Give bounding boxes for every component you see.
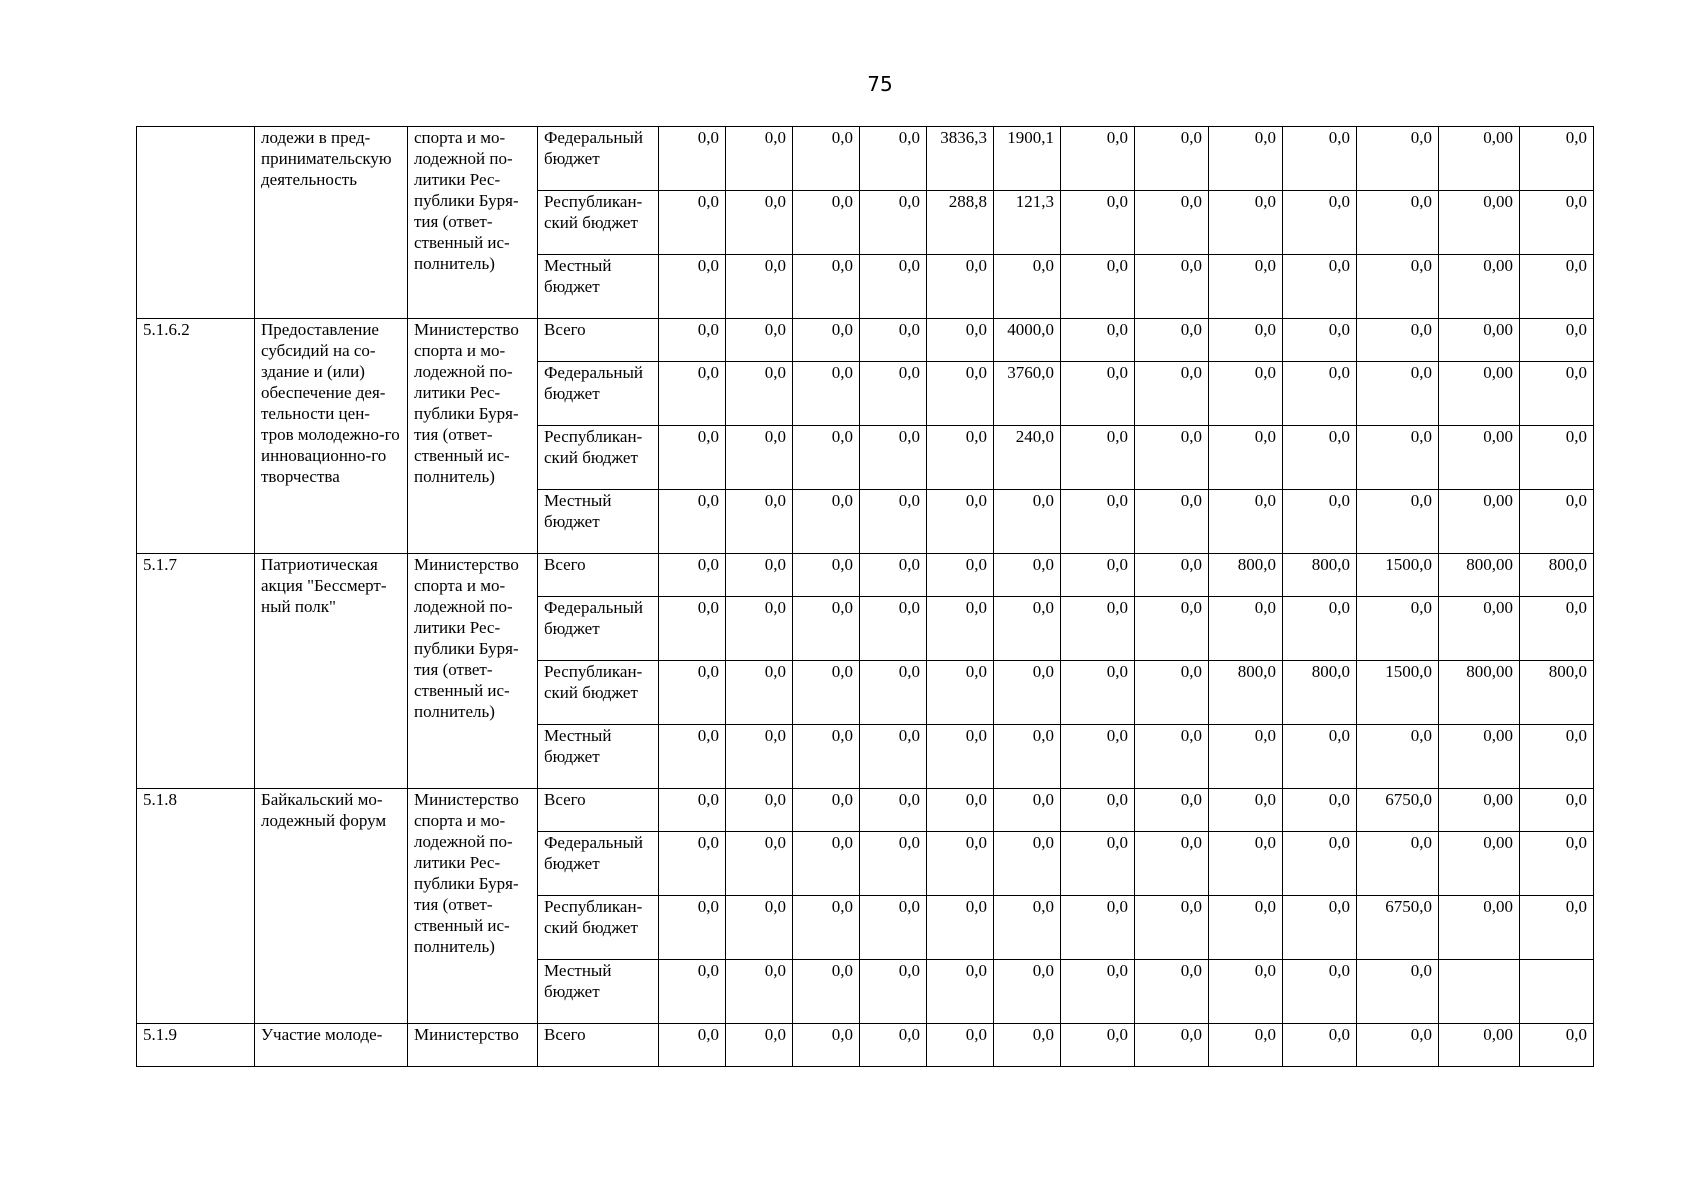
- budget-value: 0,0: [927, 789, 994, 832]
- item-code: [137, 127, 255, 319]
- budget-value: 4000,0: [994, 319, 1061, 362]
- item-name: Предоставление субсидий на со-здание и (или) обеспечение дея-тельности цен-тров молодежно-го инновационно-го творчества: [255, 319, 408, 554]
- budget-value: 0,0: [1357, 725, 1439, 789]
- funding-source: Всего: [538, 319, 659, 362]
- funding-source: Местный бюджет: [538, 960, 659, 1024]
- budget-value: 0,0: [1135, 896, 1209, 960]
- budget-value: 0,0: [1135, 960, 1209, 1024]
- budget-value: 0,00: [1439, 490, 1520, 554]
- budget-value: 0,0: [1135, 426, 1209, 490]
- budget-value: 0,00: [1439, 255, 1520, 319]
- budget-value: 0,0: [726, 191, 793, 255]
- budget-value: 0,0: [1520, 362, 1594, 426]
- budget-value: 800,00: [1439, 661, 1520, 725]
- budget-value: 0,0: [726, 490, 793, 554]
- budget-value: 0,0: [994, 661, 1061, 725]
- funding-source: Федеральный бюджет: [538, 597, 659, 661]
- budget-value: 0,00: [1439, 362, 1520, 426]
- budget-value: 0,0: [1209, 789, 1283, 832]
- budget-value: 0,0: [927, 319, 994, 362]
- funding-source: Республикан-ский бюджет: [538, 191, 659, 255]
- budget-value: 0,0: [1061, 789, 1135, 832]
- funding-source: Местный бюджет: [538, 255, 659, 319]
- budget-value: 0,0: [1061, 896, 1135, 960]
- budget-value: 0,0: [1061, 319, 1135, 362]
- budget-value: 0,0: [860, 597, 927, 661]
- budget-value: 0,0: [1357, 832, 1439, 896]
- budget-value: 0,0: [1209, 255, 1283, 319]
- budget-value: 800,0: [1520, 661, 1594, 725]
- item-executor: Министерство: [408, 1024, 538, 1067]
- budget-value: 0,0: [994, 597, 1061, 661]
- budget-value: 0,0: [726, 789, 793, 832]
- budget-value: 0,0: [1520, 1024, 1594, 1067]
- budget-value: 0,00: [1439, 789, 1520, 832]
- funding-source: Федеральный бюджет: [538, 127, 659, 191]
- budget-value: 0,0: [1135, 191, 1209, 255]
- budget-value: 0,0: [1357, 490, 1439, 554]
- budget-value: 0,00: [1439, 896, 1520, 960]
- page-number: 75: [867, 72, 893, 96]
- funding-source: Республикан-ский бюджет: [538, 661, 659, 725]
- budget-value: 0,0: [860, 1024, 927, 1067]
- budget-value: 0,0: [659, 725, 726, 789]
- budget-value: 0,0: [860, 127, 927, 191]
- funding-source: Всего: [538, 554, 659, 597]
- budget-value: 0,0: [1283, 319, 1357, 362]
- budget-value: 0,0: [1283, 725, 1357, 789]
- budget-value: 800,0: [1283, 661, 1357, 725]
- budget-value: 0,0: [860, 960, 927, 1024]
- budget-value: 0,0: [994, 789, 1061, 832]
- budget-value: 0,0: [1520, 426, 1594, 490]
- item-name: Патриотическая акция "Бессмерт-ный полк": [255, 554, 408, 789]
- budget-value: 0,0: [1061, 490, 1135, 554]
- budget-value: 0,0: [1357, 319, 1439, 362]
- budget-value: 0,0: [659, 789, 726, 832]
- table-row: [137, 554, 1594, 597]
- budget-value: 0,0: [726, 960, 793, 1024]
- budget-value: 0,0: [1209, 896, 1283, 960]
- budget-value: 0,0: [860, 832, 927, 896]
- budget-value: 0,0: [659, 362, 726, 426]
- budget-value: 0,0: [1135, 490, 1209, 554]
- budget-value: 0,0: [1061, 832, 1135, 896]
- budget-value: 0,0: [659, 319, 726, 362]
- budget-value: 0,0: [927, 896, 994, 960]
- budget-value: 0,0: [1357, 1024, 1439, 1067]
- budget-value: 0,0: [1520, 789, 1594, 832]
- funding-source: Местный бюджет: [538, 725, 659, 789]
- budget-value: 0,0: [659, 1024, 726, 1067]
- budget-value: 0,0: [860, 426, 927, 490]
- budget-value: 0,0: [927, 426, 994, 490]
- budget-value: 0,0: [1135, 789, 1209, 832]
- funding-source: Всего: [538, 1024, 659, 1067]
- funding-source: Республикан-ский бюджет: [538, 426, 659, 490]
- item-code: 5.1.6.2: [137, 319, 255, 554]
- budget-value: 0,00: [1439, 725, 1520, 789]
- budget-value: 0,0: [726, 554, 793, 597]
- budget-value: 0,0: [793, 426, 860, 490]
- budget-value: 0,0: [793, 490, 860, 554]
- table-row: [137, 127, 1594, 191]
- budget-value: 0,0: [1209, 1024, 1283, 1067]
- budget-value: 0,0: [860, 319, 927, 362]
- budget-value: 0,0: [1283, 362, 1357, 426]
- budget-value: 0,0: [1520, 191, 1594, 255]
- budget-value: 0,00: [1439, 1024, 1520, 1067]
- budget-value: 288,8: [927, 191, 994, 255]
- budget-value: 0,0: [860, 255, 927, 319]
- budget-value: 0,0: [994, 832, 1061, 896]
- budget-value: 0,0: [1283, 426, 1357, 490]
- budget-value: 0,0: [1209, 426, 1283, 490]
- budget-value: 0,00: [1439, 191, 1520, 255]
- budget-value: 0,0: [1209, 319, 1283, 362]
- budget-value: 0,0: [726, 319, 793, 362]
- budget-value: 0,00: [1439, 597, 1520, 661]
- budget-table: [136, 126, 1594, 1067]
- budget-value: 0,00: [1439, 426, 1520, 490]
- budget-value: 121,3: [994, 191, 1061, 255]
- budget-value: 0,0: [1209, 832, 1283, 896]
- budget-value: 800,0: [1520, 554, 1594, 597]
- budget-value: 0,0: [793, 255, 860, 319]
- budget-value: 0,0: [1135, 832, 1209, 896]
- table-row: [137, 789, 1594, 832]
- budget-value: 0,0: [927, 362, 994, 426]
- budget-value: 0,0: [1135, 554, 1209, 597]
- budget-value: 0,0: [1135, 597, 1209, 661]
- budget-value: 0,0: [1520, 255, 1594, 319]
- budget-value: 0,0: [994, 725, 1061, 789]
- budget-value: 0,0: [1061, 960, 1135, 1024]
- budget-value: 0,0: [659, 661, 726, 725]
- budget-value: 0,0: [726, 832, 793, 896]
- budget-value: 0,0: [994, 1024, 1061, 1067]
- budget-value: 240,0: [994, 426, 1061, 490]
- budget-value: 0,0: [1283, 127, 1357, 191]
- budget-value: 0,00: [1439, 319, 1520, 362]
- budget-value: 0,0: [659, 832, 726, 896]
- budget-value: 0,00: [1439, 832, 1520, 896]
- budget-value: 0,0: [1135, 319, 1209, 362]
- budget-value: 0,0: [927, 832, 994, 896]
- budget-value: 0,0: [860, 554, 927, 597]
- budget-value: 0,0: [726, 426, 793, 490]
- budget-value: 0,0: [1061, 255, 1135, 319]
- budget-value: 0,0: [1283, 191, 1357, 255]
- budget-value: 0,0: [726, 597, 793, 661]
- budget-value: 0,0: [793, 597, 860, 661]
- item-executor: спорта и мо-лодежной по-литики Рес-публики Буря-тия (ответ-ственный ис-полнитель): [408, 127, 538, 319]
- budget-value: 0,0: [659, 127, 726, 191]
- budget-value: 0,0: [1283, 597, 1357, 661]
- budget-value: 0,0: [994, 960, 1061, 1024]
- item-executor: Министерство спорта и мо-лодежной по-литики Рес-публики Буря-тия (ответ-ственный ис-полнитель): [408, 789, 538, 1024]
- budget-value: 0,0: [793, 661, 860, 725]
- budget-value: 0,0: [793, 1024, 860, 1067]
- budget-value: 0,0: [793, 554, 860, 597]
- budget-value: 0,0: [927, 554, 994, 597]
- budget-value: 0,0: [1520, 832, 1594, 896]
- budget-value: 1900,1: [994, 127, 1061, 191]
- budget-value: 0,0: [860, 490, 927, 554]
- budget-value: 0,0: [860, 789, 927, 832]
- budget-value: 0,0: [1135, 127, 1209, 191]
- budget-value: 0,0: [1061, 362, 1135, 426]
- item-code: 5.1.7: [137, 554, 255, 789]
- budget-value: 0,0: [927, 661, 994, 725]
- budget-value: 0,0: [659, 554, 726, 597]
- budget-table-body: [137, 127, 1594, 1067]
- budget-value: 0,0: [1209, 490, 1283, 554]
- budget-value: 0,0: [1520, 490, 1594, 554]
- budget-value: 0,0: [659, 597, 726, 661]
- budget-value: 0,0: [726, 362, 793, 426]
- budget-value: 0,0: [860, 191, 927, 255]
- budget-value: 0,0: [793, 896, 860, 960]
- budget-value: 0,0: [1520, 127, 1594, 191]
- budget-value: 0,0: [793, 127, 860, 191]
- budget-value: 0,0: [1061, 426, 1135, 490]
- budget-value: 0,0: [1283, 490, 1357, 554]
- item-name: Участие молоде-: [255, 1024, 408, 1067]
- budget-value: 6750,0: [1357, 789, 1439, 832]
- budget-value: 0,0: [1209, 362, 1283, 426]
- item-name: Байкальский мо-лодежный форум: [255, 789, 408, 1024]
- budget-value: 0,0: [1357, 597, 1439, 661]
- budget-value: 0,0: [1357, 127, 1439, 191]
- budget-value: 0,0: [726, 1024, 793, 1067]
- budget-value: 0,0: [1357, 191, 1439, 255]
- table-row: [137, 1024, 1594, 1067]
- item-code: 5.1.9: [137, 1024, 255, 1067]
- budget-value: 0,0: [1357, 426, 1439, 490]
- budget-value: 0,0: [1520, 319, 1594, 362]
- budget-value: 0,0: [1283, 896, 1357, 960]
- budget-value: 0,0: [659, 490, 726, 554]
- budget-value: [1439, 960, 1520, 1024]
- budget-value: 0,0: [1520, 896, 1594, 960]
- budget-value: 0,0: [860, 362, 927, 426]
- budget-value: 0,0: [1135, 661, 1209, 725]
- budget-value: 0,0: [793, 832, 860, 896]
- budget-value: 800,00: [1439, 554, 1520, 597]
- item-executor: Министерство спорта и мо-лодежной по-литики Рес-публики Буря-тия (ответ-ственный ис-полнитель): [408, 319, 538, 554]
- funding-source: Федеральный бюджет: [538, 832, 659, 896]
- budget-value: 0,0: [793, 725, 860, 789]
- item-name: лодежи в пред-принимательскую деятельность: [255, 127, 408, 319]
- budget-value: 0,0: [994, 554, 1061, 597]
- budget-value: 0,0: [793, 789, 860, 832]
- budget-value: 0,0: [1283, 789, 1357, 832]
- budget-value: 0,0: [1209, 127, 1283, 191]
- budget-value: 0,0: [659, 255, 726, 319]
- budget-value: 0,0: [1357, 362, 1439, 426]
- budget-value: 1500,0: [1357, 661, 1439, 725]
- budget-value: 0,0: [927, 255, 994, 319]
- budget-value: 0,0: [1209, 597, 1283, 661]
- budget-value: 0,0: [1283, 255, 1357, 319]
- budget-value: 0,0: [1061, 597, 1135, 661]
- budget-value: 0,0: [1357, 960, 1439, 1024]
- budget-value: 0,0: [793, 362, 860, 426]
- budget-value: 0,0: [1135, 255, 1209, 319]
- budget-value: 0,0: [793, 319, 860, 362]
- budget-value: 0,0: [1135, 362, 1209, 426]
- budget-value: 0,0: [1061, 554, 1135, 597]
- item-code: 5.1.8: [137, 789, 255, 1024]
- budget-value: 0,0: [1209, 725, 1283, 789]
- budget-value: 0,0: [1283, 1024, 1357, 1067]
- budget-value: 0,0: [793, 191, 860, 255]
- budget-value: 0,0: [1209, 191, 1283, 255]
- budget-value: 800,0: [1209, 661, 1283, 725]
- funding-source: Местный бюджет: [538, 490, 659, 554]
- funding-source: Всего: [538, 789, 659, 832]
- budget-value: 0,0: [1357, 255, 1439, 319]
- budget-value: 0,0: [1135, 725, 1209, 789]
- budget-value: 0,0: [994, 896, 1061, 960]
- budget-value: 0,0: [659, 896, 726, 960]
- budget-value: 0,0: [659, 426, 726, 490]
- budget-value: 0,0: [1061, 661, 1135, 725]
- budget-value: 0,0: [927, 597, 994, 661]
- budget-value: 0,0: [1520, 725, 1594, 789]
- budget-value: 0,00: [1439, 127, 1520, 191]
- budget-value: 0,0: [1283, 832, 1357, 896]
- budget-value: 0,0: [927, 725, 994, 789]
- budget-value: 0,0: [860, 661, 927, 725]
- budget-value: 6750,0: [1357, 896, 1439, 960]
- budget-value: 800,0: [1283, 554, 1357, 597]
- budget-value: 0,0: [860, 725, 927, 789]
- budget-value: 1500,0: [1357, 554, 1439, 597]
- budget-value: 0,0: [927, 960, 994, 1024]
- budget-value: 0,0: [726, 661, 793, 725]
- budget-value: 0,0: [659, 191, 726, 255]
- budget-value: 0,0: [659, 960, 726, 1024]
- budget-value: 0,0: [1061, 1024, 1135, 1067]
- budget-value: 0,0: [1061, 127, 1135, 191]
- budget-value: 0,0: [1209, 960, 1283, 1024]
- item-executor: Министерство спорта и мо-лодежной по-литики Рес-публики Буря-тия (ответ-ственный ис-полнитель): [408, 554, 538, 789]
- budget-value: 0,0: [1135, 1024, 1209, 1067]
- budget-value: 800,0: [1209, 554, 1283, 597]
- budget-value: 0,0: [860, 896, 927, 960]
- budget-value: 0,0: [927, 490, 994, 554]
- budget-value: 0,0: [994, 490, 1061, 554]
- budget-value: 0,0: [994, 255, 1061, 319]
- budget-value: 0,0: [1061, 725, 1135, 789]
- budget-value: 0,0: [927, 1024, 994, 1067]
- budget-value: 3760,0: [994, 362, 1061, 426]
- budget-value: 3836,3: [927, 127, 994, 191]
- budget-value: 0,0: [726, 255, 793, 319]
- funding-source: Федеральный бюджет: [538, 362, 659, 426]
- budget-value: 0,0: [1520, 597, 1594, 661]
- budget-value: 0,0: [1061, 191, 1135, 255]
- budget-value: 0,0: [1283, 960, 1357, 1024]
- budget-value: [1520, 960, 1594, 1024]
- table-row: [137, 319, 1594, 362]
- funding-source: Республикан-ский бюджет: [538, 896, 659, 960]
- budget-value: 0,0: [726, 896, 793, 960]
- budget-value: 0,0: [793, 960, 860, 1024]
- budget-value: 0,0: [726, 127, 793, 191]
- budget-value: 0,0: [726, 725, 793, 789]
